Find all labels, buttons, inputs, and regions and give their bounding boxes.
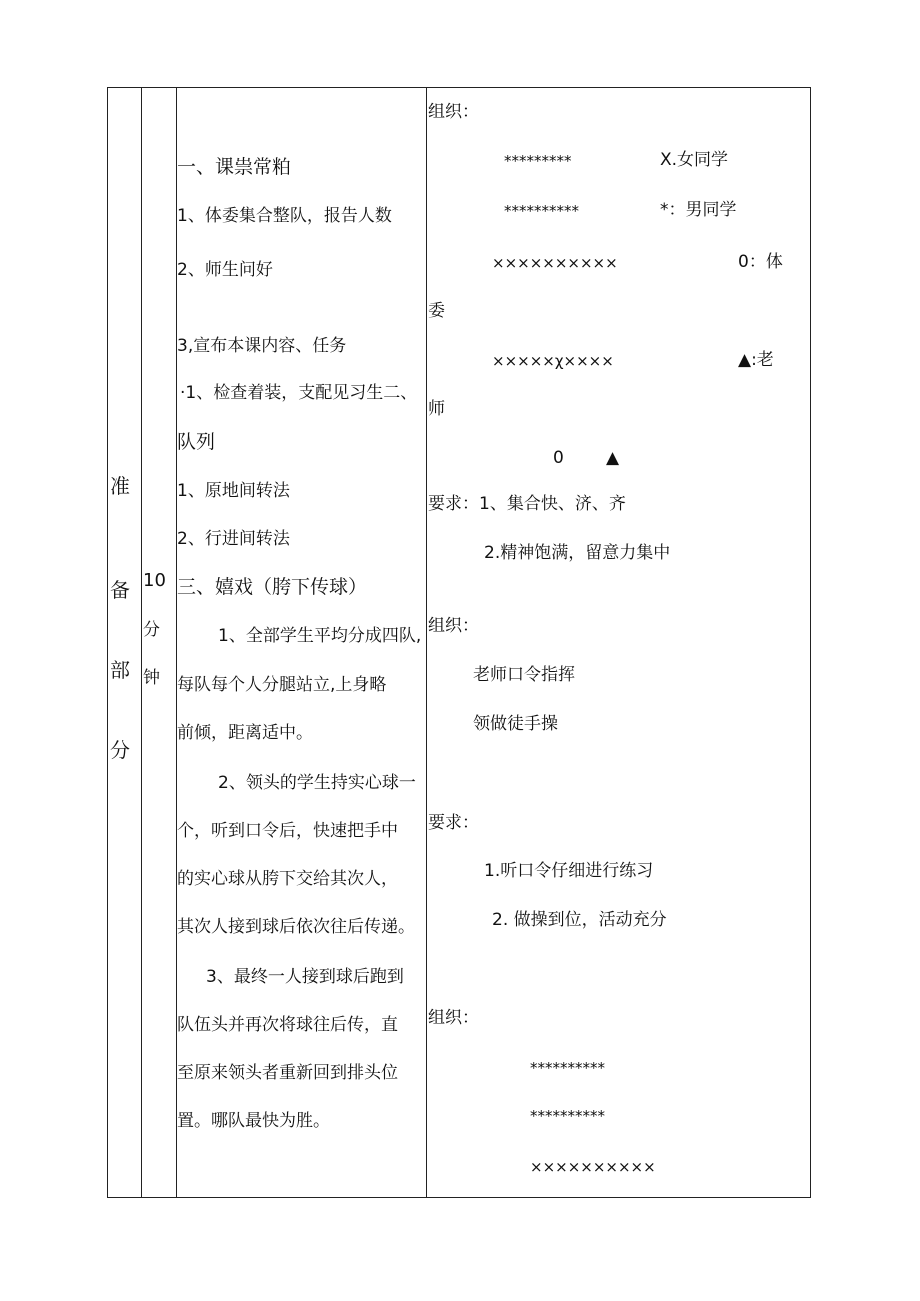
content-line: 1、体委集合整队，报告人数 <box>177 206 392 226</box>
heading-formation: 队列 <box>177 431 216 453</box>
content-line: 的实心球从胯下交给其次人， <box>177 869 398 889</box>
column-divider <box>141 88 142 1197</box>
requirement-line: 要求：1、集合快、济、齐 <box>428 494 626 514</box>
content-line: 队伍头并再次将球往后传，直 <box>177 1015 398 1035</box>
content-line: 1、原地间转法 <box>177 481 290 501</box>
column-divider <box>426 88 427 1197</box>
formation-row-girls: ********* <box>504 152 572 170</box>
content-line: 2、领头的学生持实心球一 <box>218 773 416 793</box>
duration-number: 10 <box>143 570 166 591</box>
formation-row: ********** <box>530 1059 605 1077</box>
monitor-position: 0 <box>553 448 564 468</box>
legend-wrap: 委 <box>428 301 445 321</box>
content-line: 3,宣布本课内容、任务 <box>177 336 347 356</box>
duration-unit-char: 钟 <box>143 668 160 688</box>
content-line: 前倾，距离适中。 <box>177 723 313 743</box>
heading-routine: 一、课祟常粕 <box>177 156 292 178</box>
formation-row-x: ×××××××××× <box>492 254 618 272</box>
requirement-line: 2.精神饱满，留意力集中 <box>484 543 671 563</box>
legend-girls: X.女同学 <box>660 150 729 170</box>
section-label-char: 准 <box>110 474 130 498</box>
formation-row-boys: ********** <box>504 202 579 220</box>
legend-wrap: 师 <box>428 399 445 419</box>
org-label: 组织： <box>428 1008 479 1028</box>
org-line: 领做徒手操 <box>473 714 558 734</box>
content-line: 置。哪队最快为胜。 <box>177 1111 330 1131</box>
section-label-char: 分 <box>110 738 130 762</box>
org-label: 组织： <box>428 102 479 122</box>
content-line: 3、最终一人接到球后跑到 <box>206 967 404 987</box>
org-line: 老师口令指挥 <box>473 665 575 685</box>
content-line: 每队每个人分腿站立,上身略 <box>177 675 387 695</box>
content-line: 个，听到口令后，快速把手中 <box>177 821 398 841</box>
content-line: ·1、检查着装，支配见习生二、 <box>180 383 418 403</box>
content-line: 2、行进间转法 <box>177 529 290 549</box>
section-label-char: 部 <box>110 658 130 682</box>
requirement-line: 1.听口令仔细进行练习 <box>484 861 654 881</box>
content-line: 1、全部学生平均分成四队, <box>218 626 422 646</box>
duration-unit-char: 分 <box>143 620 160 640</box>
legend-monitor: 0：体 <box>738 252 783 272</box>
formation-row: ×××××××××× <box>530 1158 656 1176</box>
legend-teacher: ▲:老 <box>738 350 774 370</box>
formation-row-x: ×××××χ×××× <box>492 352 614 370</box>
requirement-line: 2. 做操到位，活动充分 <box>492 910 667 930</box>
content-line: 2、师生问好 <box>177 260 273 280</box>
legend-boys: *：男同学 <box>660 200 737 220</box>
requirement-label: 要求： <box>428 813 479 833</box>
content-line: 其次人接到球后依次往后传递。 <box>177 917 415 937</box>
section-label-char: 备 <box>110 578 130 602</box>
formation-row: ********** <box>530 1107 605 1125</box>
content-line: 至原来领头者重新回到排头位 <box>177 1063 398 1083</box>
heading-game: 三、嬉戏（胯下传球） <box>177 576 368 598</box>
org-label: 组织： <box>428 616 479 636</box>
teacher-position: ▲ <box>606 448 620 468</box>
